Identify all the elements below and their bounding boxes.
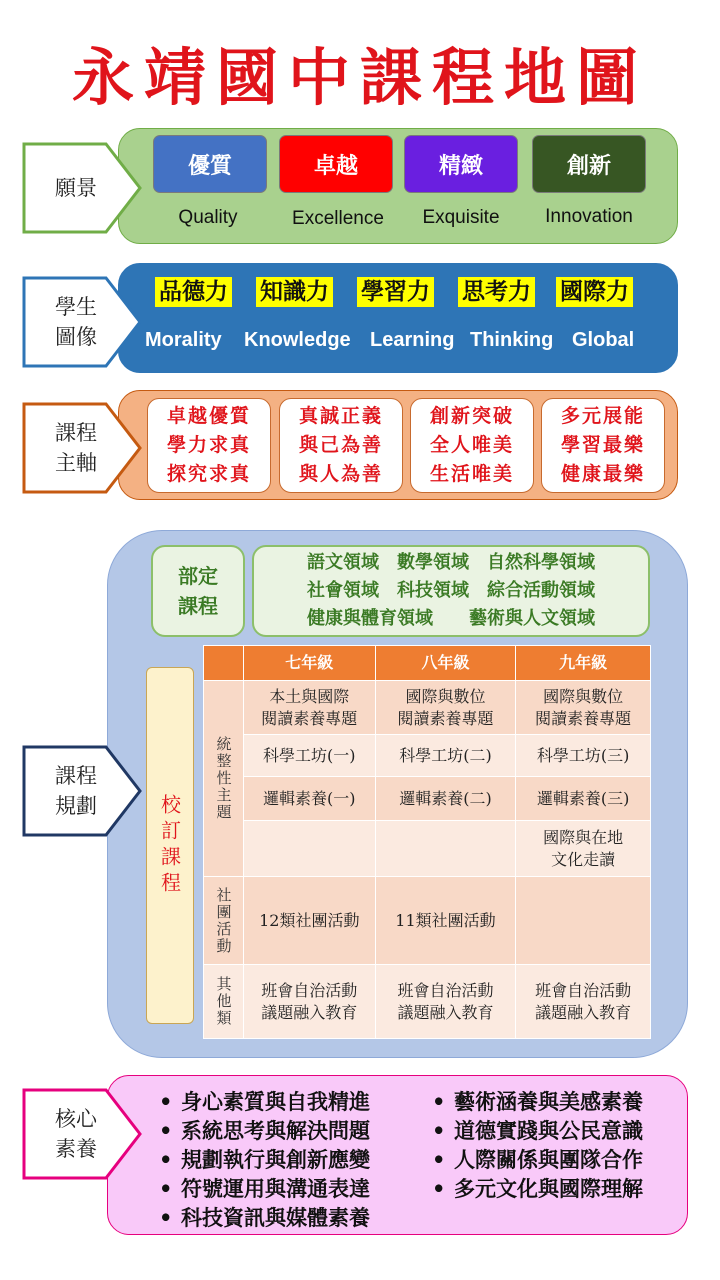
trait-learning-en: Learning (370, 329, 455, 351)
axis-line: 真誠正義 (298, 405, 383, 427)
core-item: • 身心素質與自我精進 (155, 1087, 370, 1116)
student-image-tag (22, 276, 144, 368)
table-cell (375, 821, 516, 877)
trait-thinking: 思考力 (458, 277, 535, 307)
axis-line: 學習最樂 (560, 434, 645, 456)
category-others: 其他類 (204, 965, 244, 1039)
axis-line: 與人為善 (298, 463, 383, 485)
table-cell: 科學工坊(二) (375, 735, 516, 777)
table-cell (516, 877, 651, 965)
header-grade-8: 八年級 (375, 646, 516, 681)
vision-excellence-box: 卓越 (279, 135, 393, 193)
required-curriculum-domains (252, 545, 650, 637)
vision-innovation-box: 創新 (532, 135, 646, 193)
core-item: • 多元文化與國際理解 (428, 1174, 643, 1203)
core-item: • 人際關係與團隊合作 (428, 1145, 643, 1174)
core-item: • 系統思考與解決問題 (155, 1116, 370, 1145)
trait-global-en: Global (572, 329, 635, 351)
domain-line: 健康與體育領域 藝術與人文領域 (307, 608, 595, 629)
trait-morality-en: Morality (145, 329, 222, 351)
trait-learning: 學習力 (357, 277, 434, 307)
table-cell: 班會自治活動 議題融入教育 (516, 965, 651, 1039)
vision-tag (22, 142, 144, 234)
table-cell (243, 821, 375, 877)
school-curriculum-text: 校訂課程 (157, 793, 182, 898)
axis-line: 探究求真 (166, 463, 251, 485)
page-title: 永靖國中課程地圖 (71, 41, 648, 114)
core-list-right (428, 1087, 643, 1203)
category-clubs: 社團活動 (204, 877, 244, 965)
vision-innovation-en: Innovation (545, 206, 633, 227)
axis-line: 與己為善 (298, 434, 383, 456)
table-cell: 科學工坊(一) (243, 735, 375, 777)
vision-exquisite-en: Exquisite (422, 207, 500, 228)
trait-knowledge-en: Knowledge (244, 329, 351, 351)
axis-box-innovation (410, 398, 534, 493)
trait-thinking-en: Thinking (470, 329, 554, 351)
table-cell: 科學工坊(三) (516, 735, 651, 777)
core-label: 核心 素養 (55, 1107, 97, 1161)
school-curriculum-table (203, 645, 651, 1039)
table-cell: 班會自治活動 議題融入教育 (375, 965, 516, 1039)
axis-line: 全人唯美 (429, 434, 514, 456)
trait-morality: 品德力 (155, 277, 232, 307)
table-cell: 邏輯素養(三) (516, 777, 651, 821)
axis-label: 課程 主軸 (55, 421, 97, 475)
axis-tag (22, 402, 144, 494)
core-item: • 符號運用與溝通表達 (155, 1174, 370, 1203)
table-cell: 班會自治活動 議題融入教育 (243, 965, 375, 1039)
domain-line: 社會領域 科技領域 綜合活動領域 (307, 580, 595, 601)
axis-line: 學力求真 (166, 434, 251, 456)
school-curriculum-label (146, 667, 194, 1024)
axis-box-diversity (541, 398, 665, 493)
axis-box-justice (279, 398, 403, 493)
core-item: • 道德實踐與公民意識 (428, 1116, 643, 1145)
required-curriculum-label: 部定 課程 (151, 545, 245, 637)
table-cell: 邏輯素養(一) (243, 777, 375, 821)
corner-cell (204, 646, 244, 681)
category-integrated: 統整性主題 (204, 681, 244, 877)
vision-excellence-en: Excellence (292, 208, 384, 229)
vision-exquisite-box: 精緻 (404, 135, 518, 193)
header-grade-9: 九年級 (516, 646, 651, 681)
axis-box-excellence (147, 398, 271, 493)
trait-global: 國際力 (556, 277, 633, 307)
axis-line: 卓越優質 (166, 405, 251, 427)
vision-quality-en: Quality (178, 207, 238, 228)
core-list-left (155, 1087, 370, 1232)
axis-line: 健康最樂 (560, 463, 645, 485)
core-item: • 藝術涵養與美感素養 (428, 1087, 643, 1116)
core-item: • 規劃執行與創新應變 (155, 1145, 370, 1174)
student-image-label: 學生 圖像 (55, 295, 97, 349)
planning-tag (22, 745, 144, 837)
table-cell: 12類社團活動 (243, 877, 375, 965)
table-cell: 邏輯素養(二) (375, 777, 516, 821)
table-cell: 本土與國際 閱讀素養專題 (243, 681, 375, 735)
axis-line: 生活唯美 (429, 463, 514, 485)
table-cell: 國際與數位 閱讀素養專題 (516, 681, 651, 735)
trait-knowledge: 知識力 (256, 277, 333, 307)
planning-label: 課程 規劃 (55, 764, 97, 818)
table-cell: 國際與數位 閱讀素養專題 (375, 681, 516, 735)
header-grade-7: 七年級 (243, 646, 375, 681)
core-item: • 科技資訊與媒體素養 (155, 1203, 370, 1232)
core-tag (22, 1088, 144, 1180)
table-cell: 國際與在地 文化走讀 (516, 821, 651, 877)
axis-line: 多元展能 (560, 405, 645, 427)
vision-quality-box: 優質 (153, 135, 267, 193)
axis-line: 創新突破 (429, 405, 514, 427)
vision-label: 願景 (55, 176, 97, 200)
domain-line: 語文領域 數學領域 自然科學領域 (307, 552, 595, 573)
table-cell: 11類社團活動 (375, 877, 516, 965)
